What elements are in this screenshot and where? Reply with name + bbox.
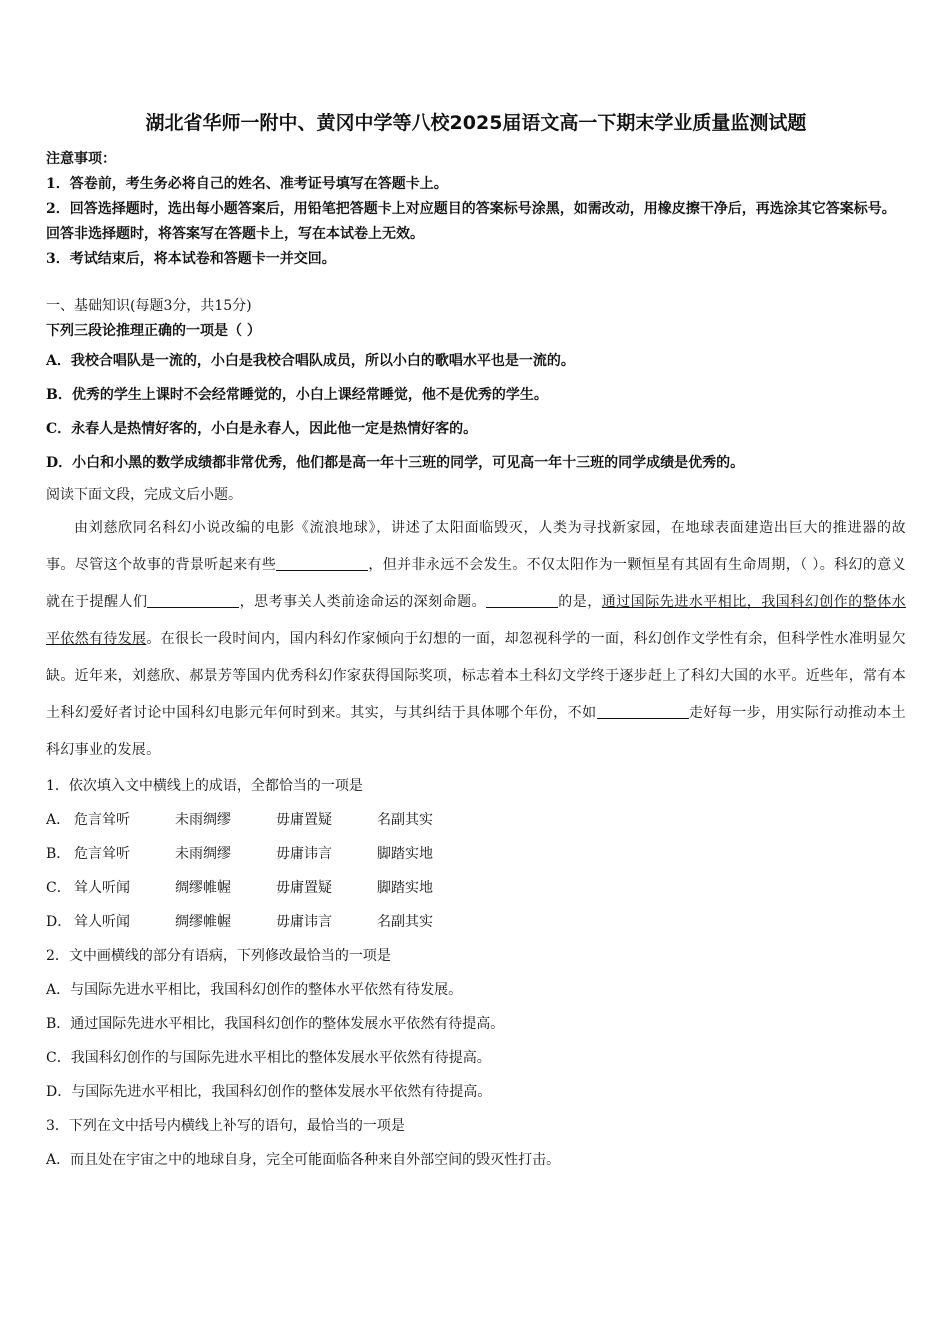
option-a: [46, 803, 906, 837]
underlined-sentence: 通过国际先进水平相比，我国科幻创作的整体水平依然有待发展: [46, 594, 906, 647]
idiom: 危言耸听: [74, 846, 130, 862]
fill-blank: [276, 554, 368, 571]
idiom: 毋庸置疑: [276, 880, 332, 896]
idiom: 脚踏实地: [377, 846, 433, 862]
option-c: C．永春人是热情好客的，小白是永春人，因此他一定是热情好客的。: [46, 421, 478, 437]
option-c: [46, 871, 906, 905]
idiom: 未雨绸缪: [175, 812, 231, 828]
option-a: A．我校合唱队是一流的，小白是我校合唱队成员，所以小白的歌唱水平也是一流的。: [46, 353, 575, 369]
fill-blank: [486, 591, 558, 608]
question-stem: 1．依次填入文中横线上的成语，全都恰当的一项是: [46, 778, 363, 794]
question-stem: 下列三段论推理正确的一项是（ ）: [46, 323, 261, 339]
exam-page: [46, 108, 906, 1177]
idiom: 绸缪帷幄: [175, 914, 231, 930]
option-d: D．与国际先进水平相比，我国科幻创作的整体发展水平依然有待提高。: [46, 1084, 492, 1100]
option-d: [46, 905, 906, 939]
option-b: [46, 837, 906, 871]
option-a: A．与国际先进水平相比，我国科幻创作的整体水平依然有待发展。: [46, 982, 463, 998]
passage-text: 的是，: [558, 594, 602, 610]
page-title: 湖北省华师一附中、黄冈中学等八校2025届语文高一下期末学业质量监测试题: [145, 112, 807, 134]
option-label: A．: [46, 812, 71, 828]
option-label: D．: [46, 914, 72, 930]
option-label: C．: [46, 880, 71, 896]
fill-blank: [597, 702, 689, 719]
reading-passage: [46, 510, 906, 769]
idiom: 耸人听闻: [74, 880, 130, 896]
idiom: 危言耸听: [74, 812, 130, 828]
passage-text: 。在很长一段时间内，国内科幻作家倾向于幻想的一面，却忽视科学的一面，科幻创作文学性有余，但科学性水准明显欠缺。近年来，刘慈欣、郝景芳等国内优秀科幻作家获得国际奖项，标志着本土科幻文学终于逐步赶上了科幻大国的水平。近些年，常有本土科幻爱好者讨论中国科幻电影元年何时到来。其实，与其纠结于具体哪个年份，不如: [46, 631, 906, 721]
notice-item: 3．考试结束后，将本试卷和答题卡一并交回。: [46, 251, 336, 267]
idiom: 未雨绸缪: [175, 846, 231, 862]
passage-text: 走好每一步，用实际行动推动本土科幻事业的发展。: [46, 705, 906, 758]
notice-block: [46, 147, 906, 272]
question-stem: 3．下列在文中括号内横线上补写的语句，最恰当的一项是: [46, 1118, 405, 1134]
option-d: D．小白和小黑的数学成绩都非常优秀，他们都是高一年十三班的同学，可见高一年十三班的同学成绩是优秀的。: [46, 455, 745, 471]
option-b: B．优秀的学生上课时不会经常睡觉的，小白上课经常睡觉，他不是优秀的学生。: [46, 387, 548, 403]
idiom: 脚踏实地: [377, 880, 433, 896]
notice-item: 2．回答选择题时，选出每小题答案后，用铅笔把答题卡上对应题目的答案标号涂黑，如需改动，用橡皮擦干净后，再选涂其它答案标号。回答非选择题时，将答案写在答题卡上，写在本试卷上无效。: [46, 201, 896, 242]
passage-text: ，但并非永远不会发生。不仅太阳作为一颗恒星有其固有生命周期，（ ）。科幻的意义就在于提醒人们: [46, 557, 906, 610]
idiom: 名副其实: [377, 812, 433, 828]
option-c: C．我国科幻创作的与国际先进水平相比的整体发展水平依然有待提高。: [46, 1050, 491, 1066]
idiom: 耸人听闻: [74, 914, 130, 930]
option-label: B．: [46, 846, 71, 862]
idiom: 毋庸讳言: [276, 914, 332, 930]
idiom: 毋庸讳言: [276, 846, 332, 862]
option-a: A．而且处在宇宙之中的地球自身，完全可能面临各种来自外部空间的毁灭性打击。: [46, 1152, 561, 1168]
notice-heading: 注意事项：: [46, 151, 116, 167]
idiom: 毋庸置疑: [276, 812, 332, 828]
idiom: 名副其实: [377, 914, 433, 930]
section-heading: 一、基础知识(每题3分，共15分): [46, 298, 252, 314]
option-b: B．通过国际先进水平相比，我国科幻创作的整体发展水平依然有待提高。: [46, 1016, 505, 1032]
notice-item: 1．答卷前，考生务必将自己的姓名、准考证号填写在答题卡上。: [46, 176, 448, 192]
passage-text: ，思考事关人类前途命运的深刻命题。: [239, 594, 487, 610]
question-stem: 2．文中画横线的部分有语病，下列修改最恰当的一项是: [46, 948, 391, 964]
passage-text: 由刘慈欣同名科幻小说改编的电影《流浪地球》，讲述了太阳面临毁灭，人类为寻找新家园，在地球表面建造出巨大的推进器的故事。尽管这个故事的背景听起来有些: [46, 520, 906, 573]
reading-intro: 阅读下面文段，完成文后小题。: [46, 487, 242, 503]
fill-blank: [147, 591, 239, 608]
idiom: 绸缪帷幄: [175, 880, 231, 896]
